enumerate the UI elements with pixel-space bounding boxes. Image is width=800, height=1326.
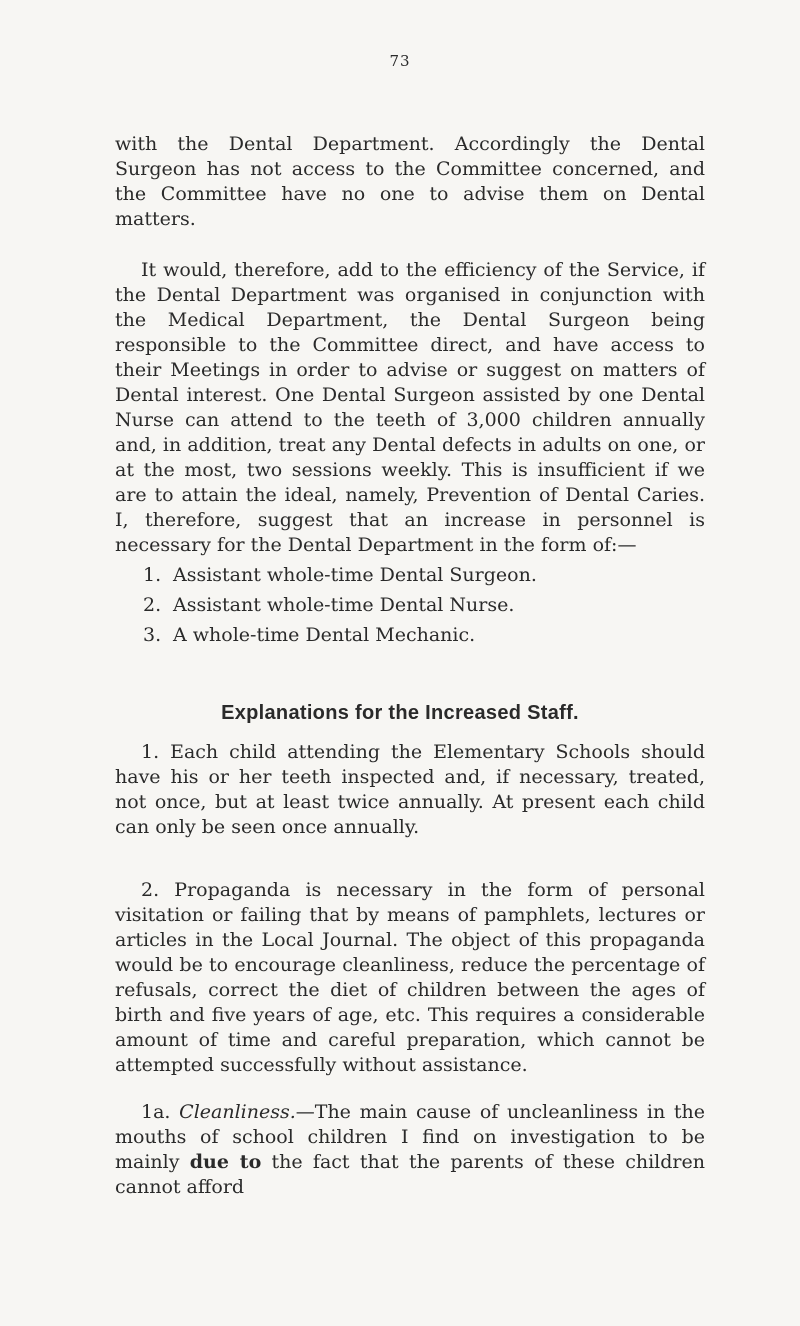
paragraph-2: It would, therefore, add to the efficiency of the Service, if the Dental Department was organised in conjunction with the Medical Department, the Dental Surgeon being responsible to the Committee direct, and have access to their Meetings in order to advise or suggest on matters of Dental interest. One Dental Surgeon assisted by one Dental Nurse can attend to the teeth of 3,000 children annually and, in addition, treat any Dental defects in adults on one, or at the most, two sessions weekly. This is insufficient if we are to attain the ideal, namely, Prevention of Dental Caries. I, therefore, suggest that an increase in personnel is necessary for the Dental Department in the form of:— bbox=[115, 259, 705, 556]
list-item bbox=[143, 590, 663, 620]
staff-list bbox=[143, 560, 663, 650]
cleanliness-title: Cleanliness. bbox=[179, 1101, 296, 1123]
list-item-number: 1. bbox=[143, 564, 162, 586]
explanation-2: 2. Propaganda is necessary in the form of personal visitation or failing that by means of pamphlets, lectures or articles in the Local Journal. The object of this propaganda would be to encourage cleanliness, reduce the percentage of refusals, correct the diet of children between the ages of birth and five years of age, etc. This requires a considerable amount of time and careful preparation, which cannot be attempted successfully without assistance. bbox=[115, 879, 705, 1076]
list-item-number: 3. bbox=[143, 624, 162, 646]
section-heading: Explanations for the Increased Staff. bbox=[221, 702, 579, 724]
list-item-text: Assistant whole-time Dental Nurse. bbox=[173, 594, 515, 616]
list-item-text: A whole-time Dental Mechanic. bbox=[173, 624, 476, 646]
explanation-1a-text: —The main cause of uncleanliness in the mouths of school children I find on investigation to be mainly bbox=[115, 1101, 705, 1173]
explanation-1: 1. Each child attending the Elementary Schools should have his or her teeth inspected and, if necessary, treated, not once, but at least twice annually. At present each child can only be seen once annually. bbox=[115, 741, 705, 838]
explanation-1a-number: 1a. bbox=[141, 1101, 180, 1123]
paragraph-1: with the Dental Department. Accordingly the Dental Surgeon has not access to the Committee concerned, and the Committee have no one to advise them on Dental matters. bbox=[115, 133, 705, 230]
explanation-1a bbox=[115, 1100, 705, 1200]
list-item-text: Assistant whole-time Dental Surgeon. bbox=[173, 564, 537, 586]
list-item bbox=[143, 560, 663, 590]
list-item bbox=[143, 620, 663, 650]
list-item-number: 2. bbox=[143, 594, 162, 616]
explanation-1a-bold-text: due to bbox=[189, 1151, 262, 1173]
page-number: 73 bbox=[389, 52, 411, 70]
explanation-1a-end: the fact that the parents of these children cannot afford bbox=[115, 1151, 705, 1198]
